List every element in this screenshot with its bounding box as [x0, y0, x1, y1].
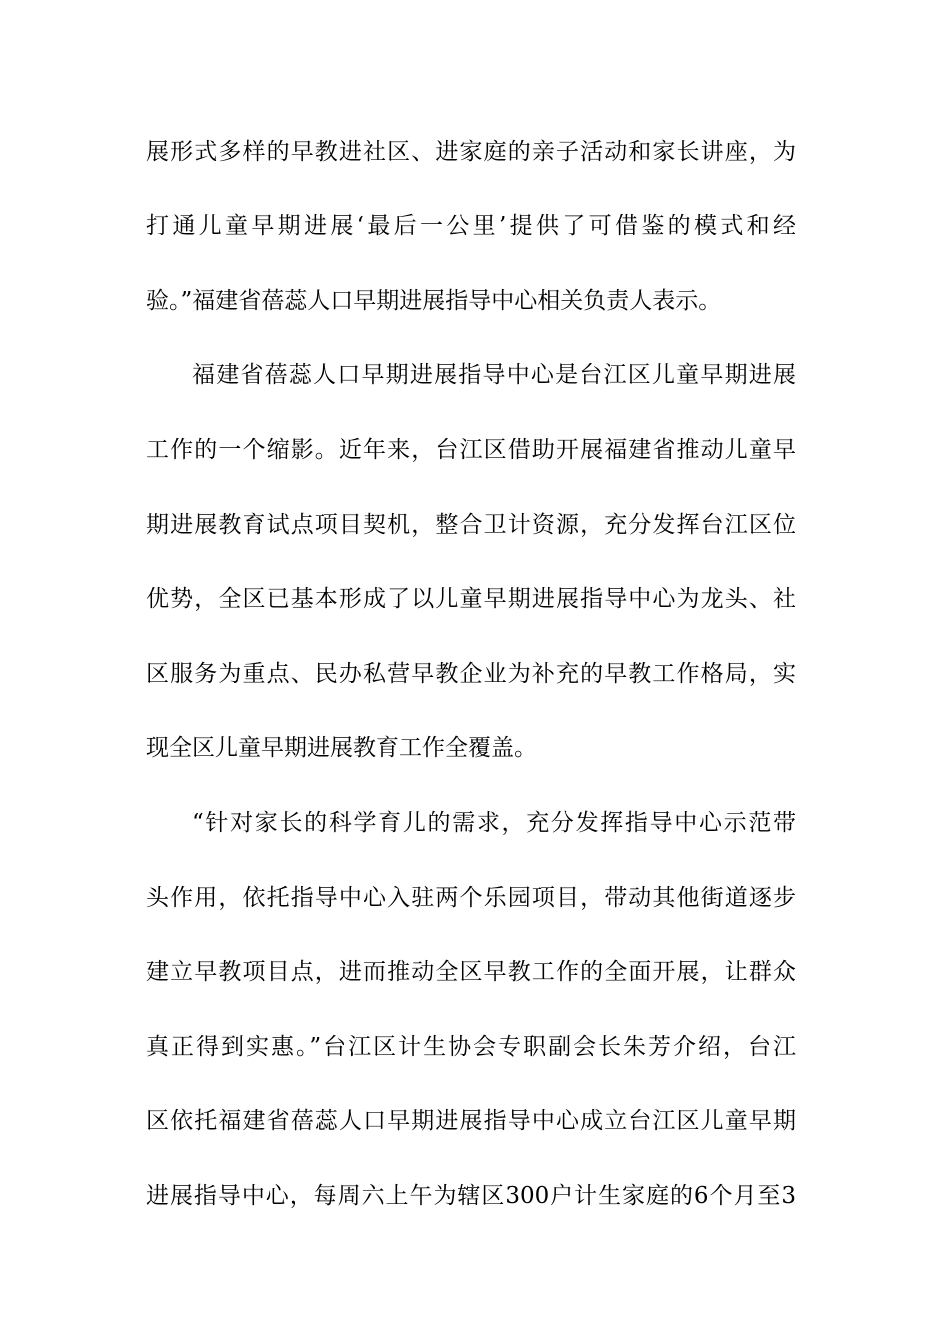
text-line: 现全区儿童早期进展教育工作全覆盖。 [146, 735, 537, 761]
text-line: 进展指导中心，每周六上午为辖区300户计生家庭的6个月至3 [146, 1183, 796, 1209]
paragraph-first-line: “针对家长的科学育儿的需求，充分发挥指导中心示范带 [192, 810, 796, 836]
text-line: 区依托福建省蓓蕊人口早期进展指导中心成立台江区儿童早期 [146, 1108, 796, 1134]
text-line: 优势，全区已基本形成了以儿童早期进展指导中心为龙头、社 [146, 586, 796, 612]
paragraph-first-line: 福建省蓓蕊人口早期进展指导中心是台江区儿童早期进展 [192, 362, 796, 388]
text-line: 打通儿童早期进展‘最后一公里’提供了可借鉴的模式和经 [146, 213, 796, 239]
text-line: 真正得到实惠。”台江区计生协会专职副会长朱芳介绍，台江 [146, 1034, 796, 1060]
text-line: 期进展教育试点项目契机，整合卫计资源，充分发挥台江区位 [146, 512, 796, 538]
text-line: 验。”福建省蓓蕊人口早期进展指导中心相关负责人表示。 [146, 288, 722, 314]
text-line: 建立早教项目点，进而推动全区早教工作的全面开展，让群众 [146, 959, 796, 985]
text-line: 区服务为重点、民办私营早教企业为补充的早教工作格局，实 [146, 661, 796, 687]
text-line: 展形式多样的早教进社区、进家庭的亲子活动和家长讲座，为 [146, 139, 796, 165]
text-line: 工作的一个缩影。近年来，台江区借助开展福建省推动儿童早 [146, 437, 796, 463]
text-line: 头作用，依托指导中心入驻两个乐园项目，带动其他街道逐步 [146, 885, 796, 911]
